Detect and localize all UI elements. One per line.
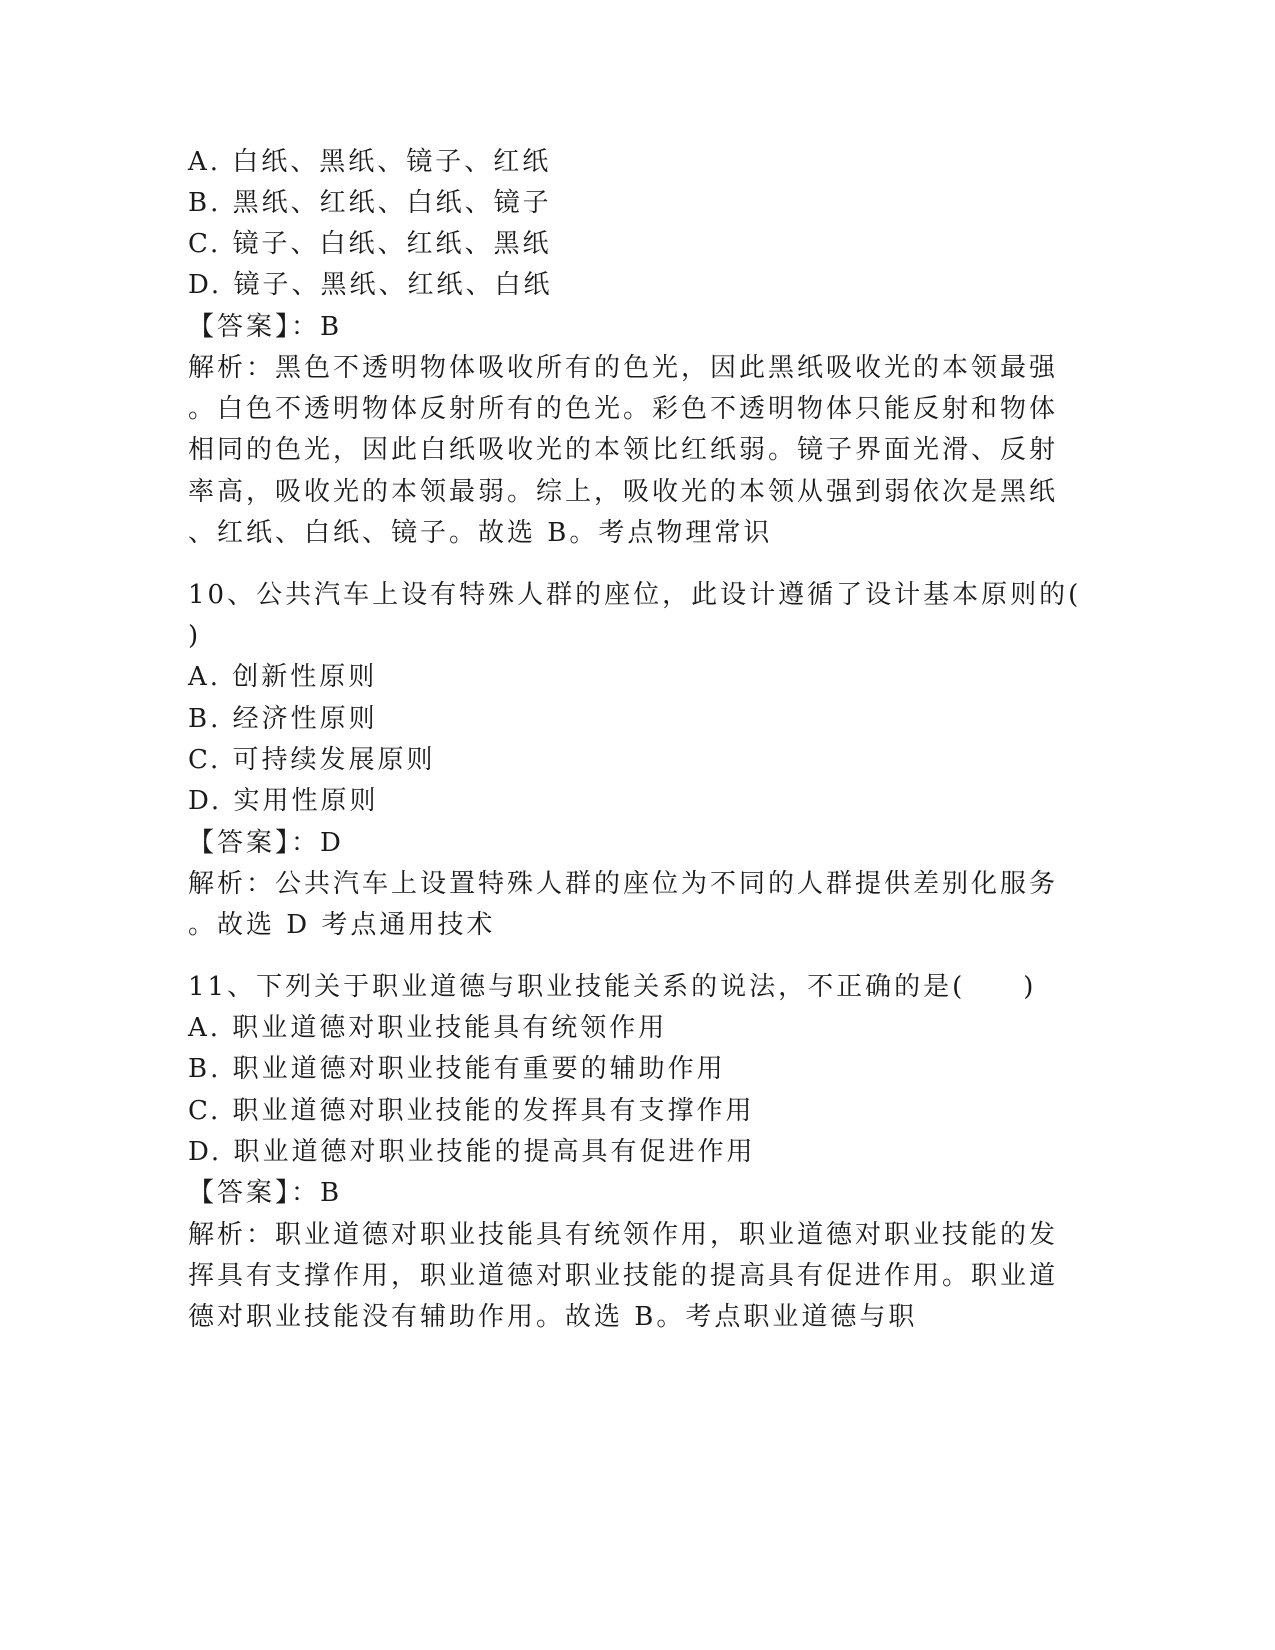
q9-option-a: A. 白纸、黑纸、镜子、红纸 xyxy=(188,147,552,177)
q10-answer: 【答案】：D xyxy=(188,828,344,858)
q10-question-cont: ) xyxy=(188,621,202,651)
q10-option-b: B. 经济性原则 xyxy=(188,704,378,734)
q11-analysis-line: 德对职业技能没有辅助作用。故选 B。考点职业道德与职 xyxy=(188,1302,918,1332)
q10-option-a: A. 创新性原则 xyxy=(188,662,378,692)
q10-analysis-line: 解析：公共汽车上设置特殊人群的座位为不同的人群提供差别化服务 xyxy=(188,869,1059,899)
q9-option-d: D. 镜子、黑纸、红纸、白纸 xyxy=(188,270,553,300)
q10-analysis-line: 。故选 D 考点通用技术 xyxy=(188,910,496,940)
q11-option-b: B. 职业道德对职业技能有重要的辅助作用 xyxy=(188,1054,726,1084)
q9-analysis-line: 率高，吸收光的本领最弱。综上，吸收光的本领从强到弱依次是黑纸 xyxy=(188,477,1059,507)
q9-analysis-line: 解析：黑色不透明物体吸收所有的色光，因此黑纸吸收光的本领最强 xyxy=(188,353,1059,383)
q11-option-c: C. 职业道德对职业技能的发挥具有支撑作用 xyxy=(188,1096,755,1126)
q11-analysis-line: 解析：职业道德对职业技能具有统领作用，职业道德对职业技能的发 xyxy=(188,1220,1059,1250)
q9-option-c: C. 镜子、白纸、红纸、黑纸 xyxy=(188,229,552,259)
q9-option-b: B. 黑纸、红纸、白纸、镜子 xyxy=(188,188,552,218)
q11-answer: 【答案】：B xyxy=(188,1178,343,1208)
q9-analysis-line: 相同的色光，因此白纸吸收光的本领比红纸弱。镜子界面光滑、反射 xyxy=(188,435,1059,465)
q11-option-a: A. 职业道德对职业技能具有统领作用 xyxy=(188,1013,668,1043)
q9-analysis-line: 、红纸、白纸、镜子。故选 B。考点物理常识 xyxy=(188,518,773,548)
q9-answer: 【答案】：B xyxy=(188,312,343,342)
q10-option-d: D. 实用性原则 xyxy=(188,786,379,816)
q11-question: 11、下列关于职业道德与职业技能关系的说法，不正确的是( ) xyxy=(188,972,1037,1002)
q10-option-c: C. 可持续发展原则 xyxy=(188,745,436,775)
q10-question: 10、公共汽车上设有特殊人群的座位，此设计遵循了设计基本原则的( xyxy=(188,580,1082,610)
q11-analysis-line: 挥具有支撑作用，职业道德对职业技能的提高具有促进作用。职业道 xyxy=(188,1261,1059,1291)
q9-analysis-line: 。白色不透明物体反射所有的色光。彩色不透明物体只能反射和物体 xyxy=(188,394,1059,424)
q11-option-d: D. 职业道德对职业技能的提高具有促进作用 xyxy=(188,1137,756,1167)
